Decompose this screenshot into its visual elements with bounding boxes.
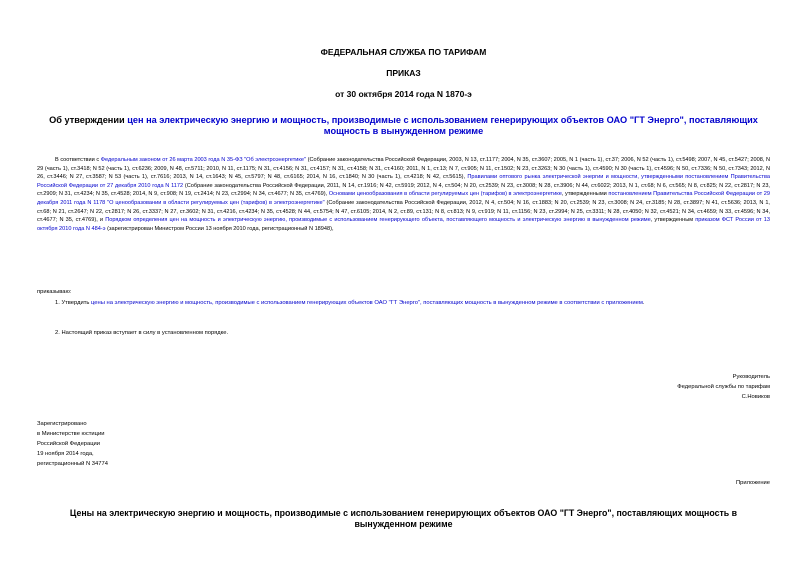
link-federal-law[interactable]: Федеральным законом от 26 марта 2003 года N 35-ФЗ "Об электроэнергетике" bbox=[100, 157, 307, 163]
preamble-text-2: (Собрание законодательства Российской Федерации, 2003, N 13, ст.1177; 2004, N 35, ст.3607; 2005, N 1 (часть 1), ст.37; 2006, N 52 (часть 1), ст.5498; 2007, N 45, ст.5427; 2008, N 29 (часть 1), ст.3418; N 52 (часть 1), ст.6236; 2009, N 48, ст.5711; 2010, N 11, ст.1175; N 31, ст.4156; N 31, ст.4157; N 31, ст.4158; N 31, ст.4160; 2011, N 1, ст.13; N 7, ст.905; N 11, ст.1502; N 23, ст.3263; N 30 (часть 1), ст.4590; N 30 (часть 1), ст.4596; N 50, ст.7336; N 50, ст.7343; 2012, N 26, ст.3446; N 27, ст.3587; N 53 (часть 1), ст.7616; 2013, N 14, ст.1643; N 45, ст.5797; N 48, ст.6165; 2014, N 16, ст.1840; N 30 (часть 1), ст.4218; N 42, ст.5615), bbox=[37, 157, 771, 181]
preamble-text-3: (Собрание законодательства Российской Федерации, 2011, N 14, ст.1916; N 42, ст.5919; 2012, N 4, ст.504; N 20, ст.2539; N 23, ст.3008; N 28, ст.3906; N 44, ст.6022; 2013, N 1, ст.68; N 6, ст.565; N 8, ст.825; N 22, ст.2817; N 23, ст.2909; N 31, ст.4234; N 35, ст.4528; 2014, N 9, ст.908; N 19, ст.2414; N 23, ст.2994; N 34, ст.4677; N 35, ст.4769), bbox=[37, 182, 770, 198]
item1-prefix: 1. Утвердить bbox=[55, 300, 92, 306]
registration-line-1: Зарегистрировано bbox=[37, 421, 87, 427]
item1-suffix: . bbox=[642, 300, 645, 306]
order-item-2: 2. Настоящий приказ вступает в силу в установленном порядке. bbox=[55, 330, 229, 336]
preamble-text-1: В соответствии с bbox=[55, 157, 101, 163]
document-title bbox=[30, 115, 777, 137]
registration-line-2: в Министерстве юстиции bbox=[37, 431, 105, 437]
link-market-rules[interactable]: Правилами оптового рынка электрической энергии и мощности, утвержденными постановлением Правительства Российской Федерации от 27 декабря 2010 года N 1172 bbox=[37, 174, 770, 189]
preamble-text-6: , утвержденным bbox=[650, 217, 696, 224]
link-price-procedure[interactable]: Порядком определения цен на мощность и электрическую энергию, производимые с использованием генерирующего объекта, поставляющего мощность и электрическую энергию в вынужденном режиме bbox=[105, 217, 651, 224]
appendix-title: Цены на электрическую энергию и мощность, производимые с использованием генерирующих объектов ОАО "ГТ Энерго", поставляющих мощность в вынужденном режиме bbox=[69, 508, 738, 529]
link-government-decree[interactable]: постановлением Правительства Российской Федерации от 29 декабря 2011 года N 1178 "О ценообразовании в области регулируемых цен (тарифов) в электроэнергетике" bbox=[37, 191, 770, 206]
signature-line-2: Федеральной службы по тарифам bbox=[677, 384, 770, 390]
link-fst-order[interactable]: приказом ФСТ России от 13 октября 2010 года N 484-э bbox=[37, 217, 770, 232]
order-item-1 bbox=[37, 299, 770, 308]
date-number-heading: от 30 октября 2014 года N 1870-э bbox=[335, 89, 472, 99]
registration-line-4: 19 ноября 2014 года, bbox=[37, 451, 94, 457]
registration-block bbox=[37, 419, 237, 469]
title-link[interactable]: цен на электрическую энергию и мощность, производимые с использованием генерирующих объектов ОАО "ГТ Энерго", поставляющих мощность в вынужденном режиме bbox=[127, 115, 758, 136]
preamble-text-5: (Собрание законодательства Российской Федерации, 2012, N 4, ст.504; N 16, ст.1883; N 20, ст.2539; N 23, ст.3008; N 24, ст.3185; N 28, ст.3897; N 41, ст.5636; 2013, N 1, ст.68; N 21, ст.2647; N 22, ст.2817; N 26, ст.3337; N 27, ст.3602; N 31, ст.4216, ст.4234; N 35, ст.4528; N 44, ст.5754; N 47, ст.6105; 2014, N 2, ст.89, ст.131; N 8, ст.813; N 9, ст.919; N 11, ст.1156; N 23, ст.2994; N 25, ст.3311; N 28, ст.4050; N 32, ст.4521; N 34, ст.4659; N 33, ст.4596; N 34, ст.4677; N 35, ст.4769), и bbox=[37, 199, 770, 224]
agency-heading: ФЕДЕРАЛЬНАЯ СЛУЖБА ПО ТАРИФАМ bbox=[320, 47, 487, 57]
preamble-text-7: (зарегистрирован Министром России 13 ноября 2010 года, регистрационный N 18948), bbox=[105, 225, 334, 232]
link-pricing-basics[interactable]: Основами ценообразования в области регулируемых цен (тарифов) в электроэнергетике bbox=[328, 191, 562, 198]
signature-line-3: С.Новиков bbox=[741, 394, 770, 400]
registration-line-5: регистрационный N 34774 bbox=[37, 461, 108, 467]
title-prefix: Об утверждении bbox=[49, 115, 128, 125]
item1-link[interactable]: цены на электрическую энергию и мощность, производимые с использованием генерирующих объектов ОАО "ГТ Энерго", поставляющих мощность в вынужденном режиме в соответствии с приложением bbox=[91, 300, 643, 306]
preamble-text-4: , утвержденными bbox=[561, 191, 609, 198]
signature-block bbox=[570, 372, 770, 402]
doc-type-heading: ПРИКАЗ bbox=[386, 68, 421, 78]
preamble-paragraph bbox=[37, 156, 770, 233]
orders-label: приказываю: bbox=[37, 289, 72, 295]
registration-line-3: Российской Федерации bbox=[37, 441, 101, 447]
signature-line-1: Руководитель bbox=[732, 374, 770, 380]
appendix-label: Приложение bbox=[735, 480, 770, 486]
